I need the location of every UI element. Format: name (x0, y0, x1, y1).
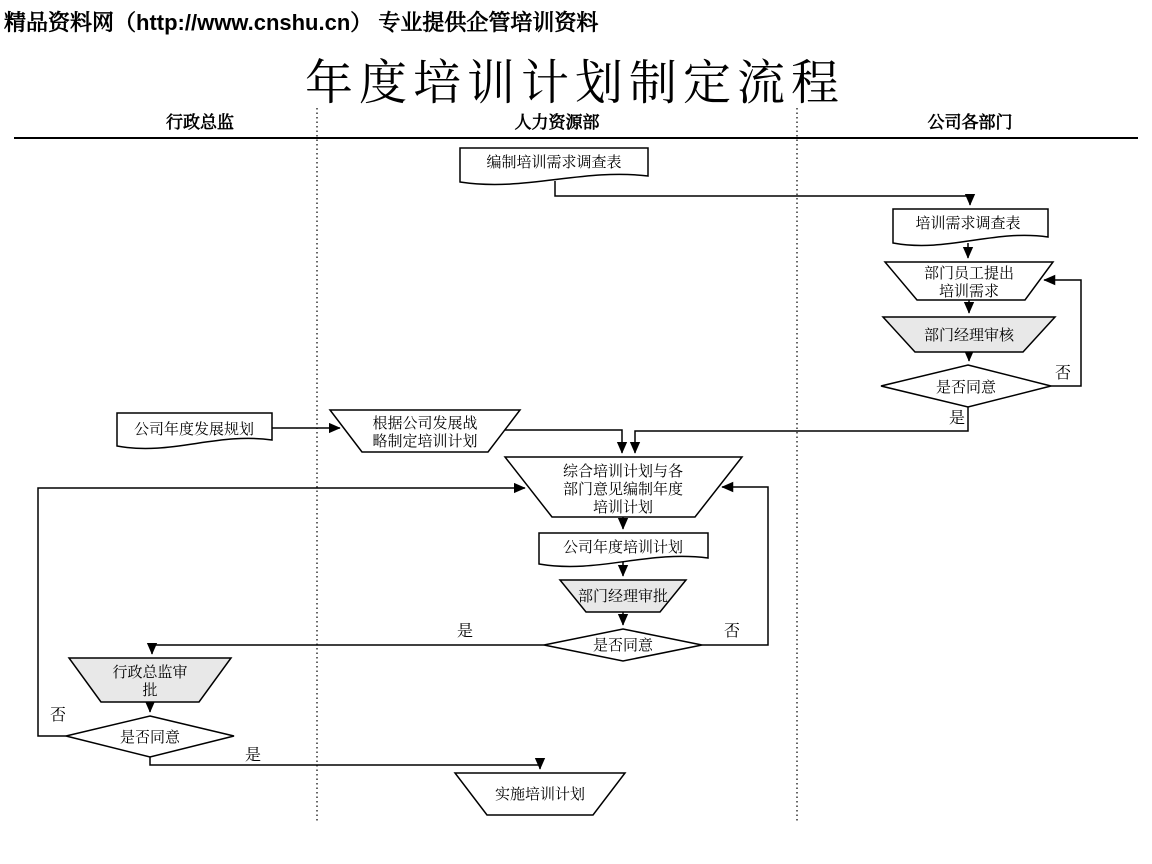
edge-admin-yes-to-implement (150, 757, 540, 769)
label-dept-manager-review: 部门经理审核 (923, 327, 1015, 344)
label-implement-plan: 实施培训计划 (494, 786, 586, 803)
label-decision-hr: 是否同意 (592, 637, 654, 654)
label-admin-director-line2: 批 (142, 682, 158, 699)
label-combine-line1: 综合培训计划与各 (562, 463, 684, 480)
label-propose-line2: 培训需求 (938, 283, 1000, 300)
edge-label-admin-yes: 是 (244, 747, 262, 764)
label-prepare-survey: 编制培训需求调查表 (486, 154, 622, 171)
page-title: 年度培训计划制定流程 (304, 57, 846, 110)
edge-label-hr-no: 否 (723, 623, 741, 640)
label-decision-dept: 是否同意 (935, 379, 997, 396)
label-propose-line1: 部门员工提出 (923, 265, 1015, 282)
edge-label-dept-yes: 是 (948, 410, 966, 427)
label-company-dev-plan: 公司年度发展规划 (133, 421, 255, 438)
edge-hr-yes-to-admin (152, 645, 544, 654)
edge-prepare-to-survey (555, 181, 970, 205)
edge-dept-yes-to-combine (635, 407, 968, 453)
label-admin-director-line1: 行政总监审 (112, 664, 188, 681)
lane-header-hr-department: 人力资源部 (514, 113, 600, 132)
edge-strategy-to-combine (505, 430, 622, 453)
edge-label-dept-no: 否 (1054, 365, 1072, 382)
lane-header-admin-director: 行政总监 (166, 113, 234, 132)
label-strategy-line2: 略制定培训计划 (372, 433, 478, 450)
label-dept-manager-approve: 部门经理审批 (577, 588, 669, 605)
label-combine-line3: 培训计划 (592, 499, 654, 516)
edge-label-hr-yes: 是 (456, 623, 474, 640)
edge-hr-no-loop (702, 487, 768, 645)
label-strategy-line1: 根据公司发展战 (372, 415, 478, 432)
site-watermark: 精品资料网（http://www.cnshu.cn） 专业提供企管培训资料 (4, 10, 599, 35)
lane-header-company-departments: 公司各部门 (927, 113, 1013, 132)
label-combine-line2: 部门意见编制年度 (562, 481, 684, 498)
label-annual-training-plan: 公司年度培训计划 (562, 539, 684, 556)
label-survey-form: 培训需求调查表 (915, 215, 1021, 232)
edge-label-admin-no: 否 (49, 707, 67, 724)
label-decision-admin: 是否同意 (119, 729, 181, 746)
